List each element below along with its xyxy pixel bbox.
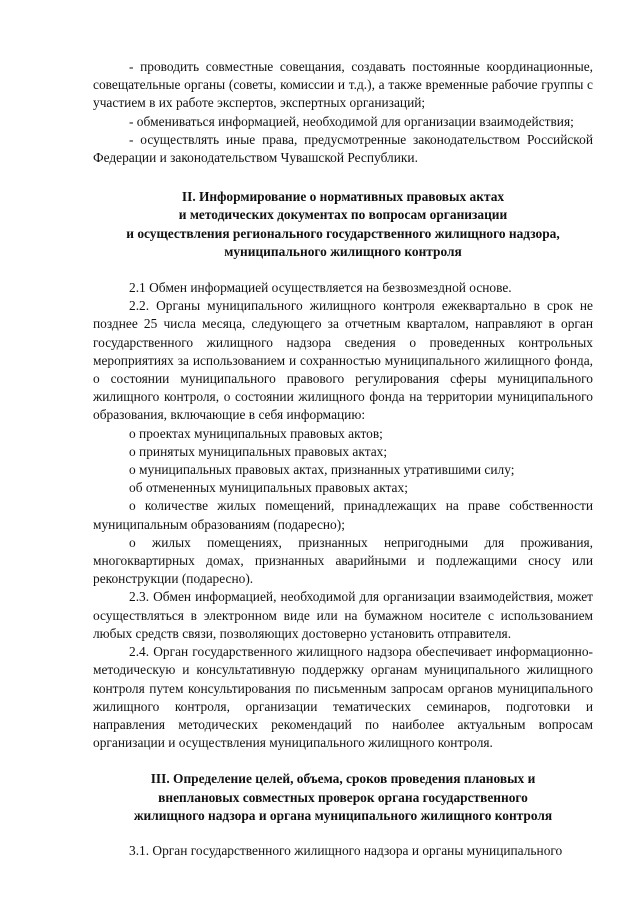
list-item: об отмененных муниципальных правовых актах;	[129, 480, 408, 496]
intro-item-other-rights: - осуществлять иные права, предусмотренные законодательством Российской Федерации и законодательством Чувашской Республики.	[93, 131, 593, 166]
section-3-heading	[93, 770, 593, 825]
section-2-heading-line: и методических документах по вопросам организации	[178, 207, 508, 223]
paragraph-2-2: 2.2. Органы муниципального жилищного контроля ежеквартально в срок не позднее 25 числа месяца, следующего за отчетным кварталом, направляют в орган государственного жилищного надзора сведения о проведенных контрольных мероприятиях за использованием и сохранностью муниципального жилищного фонда, о состоянии муниципального правового регулирования сферы муниципального жилищного контроля, о состоянии жилищного фонда на территории муниципального образования, включающие в себя информацию:	[93, 298, 593, 423]
paragraph-2-4: 2.4. Орган государственного жилищного надзора обеспечивает информационно-методическую и консультативную поддержку органам муниципального жилищного контроля путем консультирования по письменным запросам органов муниципального жилищного контроля, организации тематических семинаров, подготовки и направления методических рекомендаций по наиболее актуальным вопросам организации и осуществления муниципального жилищного контроля.	[93, 644, 593, 751]
paragraph-housing-count: о количестве жилых помещений, принадлежащих на праве собственности муниципальным образованиям (подаресно);	[93, 498, 593, 532]
list-item: о проектах муниципальных правовых актов;	[129, 425, 383, 441]
paragraph-unfit-housing: о жилых помещениях, признанных непригодными для проживания, многоквартирных домах, признанных аварийными и подлежащими сносу или реконструкции (подаресно).	[93, 534, 593, 587]
intro-item-meetings: - проводить совместные совещания, создавать постоянные координационные, совещательные органы (советы, комиссии и т.д.), а также временные рабочие группы с участием в их работе экспертов, экспертных организаций;	[93, 59, 593, 111]
list-item: о принятых муниципальных правовых актах;	[129, 443, 388, 459]
section-2-heading-line: муниципального жилищного контроля	[224, 243, 462, 259]
section-2-heading-line: и осуществления регионального государственного жилищного надзора,	[126, 225, 560, 241]
section-3-heading-line: внеплановых совместных проверок органа государственного	[158, 789, 528, 805]
section-2-heading-line: II. Информирование о нормативных правовых актах	[181, 189, 505, 205]
document-page	[93, 58, 593, 860]
section-3-heading-line: III. Определение целей, объема, сроков проведения плановых и	[150, 771, 536, 787]
list-item: о муниципальных правовых актах, признанных утратившими силу;	[129, 462, 515, 478]
section-3-heading-line: жилищного надзора и органа муниципального жилищного контроля	[133, 807, 553, 823]
paragraph-3-1: 3.1. Орган государственного жилищного надзора и органы муниципального	[129, 842, 563, 858]
section-2-heading	[93, 188, 593, 261]
paragraph-2-3: 2.3. Обмен информацией, необходимой для организации взаимодействия, может осуществляться в электронном виде или на бумажном носителе с использованием любых средств связи, позволяющих достоверно установить отправителя.	[93, 589, 593, 641]
intro-item-exchange: - обмениваться информацией, необходимой для организации взаимодействия;	[129, 113, 574, 129]
paragraph-2-1: 2.1 Обмен информацией осуществляется на безвозмездной основе.	[129, 280, 512, 296]
